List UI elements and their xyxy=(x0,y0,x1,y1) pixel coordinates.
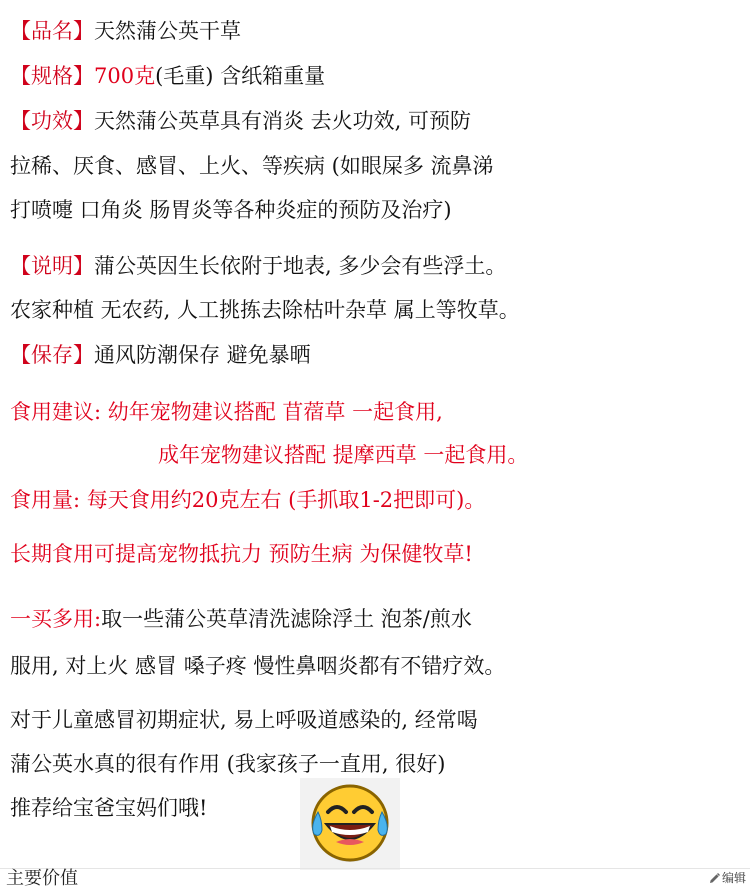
effect-line-2 xyxy=(10,152,494,180)
effect-line-3 xyxy=(10,196,452,224)
edit-label: 编辑 xyxy=(721,871,746,885)
line-text: 通风防潮保存 避免暴晒 xyxy=(94,343,311,367)
recommend-line xyxy=(10,794,207,822)
feeding-advice-line xyxy=(10,398,443,426)
spec-line xyxy=(10,62,325,90)
line-text: 成年宠物建议搭配 提摩西草 一起食用。 xyxy=(158,443,529,467)
section-title: 主要价值 xyxy=(6,868,78,888)
divider xyxy=(0,868,750,869)
line-text: 农家种植 无农药, 人工挑拣去除枯叶杂草 属上等牧草。 xyxy=(10,298,520,322)
multi-use-line-2 xyxy=(10,652,505,680)
bracket-label: 【说明】 xyxy=(10,254,94,278)
line-text: 拉稀、厌食、感冒、上火、等疾病 (如眼屎多 流鼻涕 xyxy=(10,154,494,178)
line-text: (毛重) 含纸箱重量 xyxy=(155,64,326,88)
laughing-tears-emoji xyxy=(300,778,400,870)
line-text: 对于儿童感冒初期症状, 易上呼吸道感染的, 经常喝 xyxy=(10,708,478,732)
bracket-label: 【品名】 xyxy=(10,19,94,43)
edit-link[interactable] xyxy=(709,868,746,888)
line-text: 打喷嚏 口角炎 肠胃炎等各种炎症的预防及治疗) xyxy=(10,198,452,222)
line-text: 推荐给宝爸宝妈们哦! xyxy=(10,796,208,820)
feeding-advice-line-2 xyxy=(158,441,528,469)
child-para-line-2 xyxy=(10,750,445,778)
child-para-line xyxy=(10,706,478,734)
bracket-label: 【功效】 xyxy=(10,109,94,133)
line-text: 蒲公英因生长依附于地表, 多少会有些浮土。 xyxy=(94,254,507,278)
bracket-label: 【规格】 xyxy=(10,64,94,88)
line-text: 天然蒲公英干草 xyxy=(94,19,241,43)
line-text: 食用建议: 幼年宠物建议搭配 苜蓿草 一起食用, xyxy=(10,400,443,424)
line-text: 蒲公英水真的很有作用 (我家孩子一直用, 很好) xyxy=(10,752,446,776)
multi-use-line xyxy=(10,605,472,633)
line-text: 食用量: 每天食用约20克左右 (手抓取1-2把即可)。 xyxy=(10,488,486,512)
weight-value: 700克 xyxy=(94,64,156,88)
description-line xyxy=(10,252,506,280)
long-term-line xyxy=(10,540,473,568)
line-text: 天然蒲公英草具有消炎 去火功效, 可预防 xyxy=(94,109,472,133)
storage-line xyxy=(10,341,311,369)
bracket-label: 【保存】 xyxy=(10,343,94,367)
effect-line xyxy=(10,107,471,135)
feeding-amount-line xyxy=(10,486,485,514)
line-text: 取一些蒲公英草清洗滤除浮土 泡茶/煎水 xyxy=(101,607,472,631)
pencil-icon xyxy=(709,873,720,884)
product-name-line xyxy=(10,17,241,45)
line-text: 服用, 对上火 感冒 嗓子疼 慢性鼻咽炎都有不错疗效。 xyxy=(10,654,506,678)
line-text: 长期食用可提高宠物抵抗力 预防生病 为保健牧草! xyxy=(10,542,473,566)
multi-use-prefix: 一买多用: xyxy=(10,607,102,631)
description-line-2 xyxy=(10,296,520,324)
